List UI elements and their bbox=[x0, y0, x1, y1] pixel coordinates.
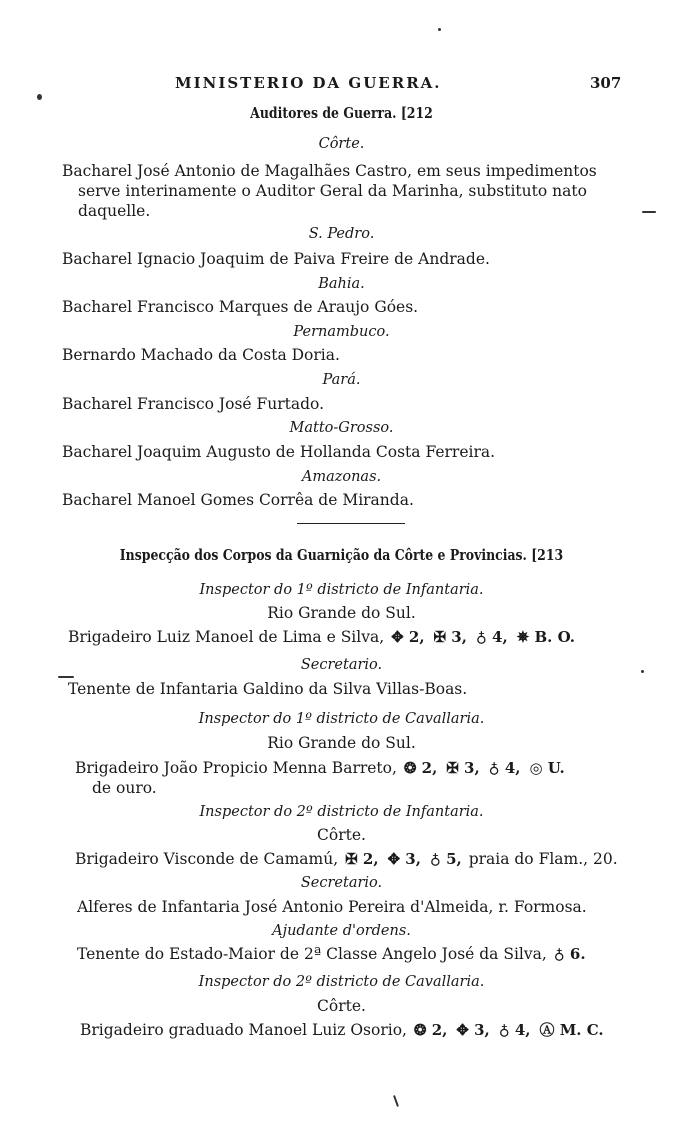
entry-text: Brigadeiro Visconde de Camamú, bbox=[75, 850, 339, 868]
entry-text: Brigadeiro João Propicio Menna Barreto, bbox=[75, 759, 397, 777]
entry-line: daquelle. bbox=[78, 202, 151, 220]
entry-line bbox=[68, 627, 577, 647]
entry-line: Bernardo Machado da Costa Doria. bbox=[62, 346, 340, 364]
place-heading: Pernambuco. bbox=[293, 324, 390, 340]
entry-line: serve interinamente o Auditor Geral da Marinha, substituto nato bbox=[78, 182, 587, 200]
entry-line bbox=[75, 849, 618, 869]
role-heading: Inspector do 1º districto de Cavallaria. bbox=[198, 711, 485, 727]
running-title: MINISTERIO DA GUERRA. bbox=[175, 74, 442, 92]
entry-text: Brigadeiro Luiz Manoel de Lima e Silva, bbox=[68, 628, 385, 646]
running-header bbox=[0, 74, 683, 96]
insignia-item: ◎ U. bbox=[529, 759, 565, 777]
entry-line: Bacharel Ignacio Joaquim de Paiva Freire de Andrade. bbox=[62, 250, 490, 268]
role-heading: Ajudante d'ordens. bbox=[272, 923, 411, 939]
insignia-item: ♁ 5, bbox=[429, 850, 462, 868]
role-heading: Secretario. bbox=[300, 657, 383, 673]
role-heading: Inspector do 1º districto de Infantaria. bbox=[199, 582, 484, 598]
insignia-item: ❂ 2, bbox=[413, 1021, 448, 1039]
insignia-item: ♁ 4, bbox=[475, 628, 508, 646]
entry-line: Bacharel Francisco José Furtado. bbox=[62, 395, 325, 413]
role-heading: Secretario. bbox=[300, 875, 383, 891]
place-heading: Amazonas. bbox=[301, 469, 382, 485]
section-title-inspeccao: Inspecção dos Corpos da Guarnição da Côrte e Provincias. [213 bbox=[119, 547, 564, 564]
place-heading: Côrte. bbox=[317, 997, 366, 1015]
scan-speck bbox=[438, 28, 441, 31]
section-divider bbox=[297, 523, 405, 524]
insignia-item: ✥ 3, bbox=[456, 1021, 490, 1039]
insignia-item: ✥ 2, bbox=[391, 628, 425, 646]
place-heading: Bahia. bbox=[318, 276, 365, 292]
role-heading: Inspector do 2º districto de Cavallaria. bbox=[198, 974, 485, 990]
place-heading: Côrte. bbox=[317, 826, 366, 844]
scan-speck bbox=[393, 1095, 399, 1107]
scan-speck bbox=[37, 94, 42, 100]
insignia-item: ✠ 2, bbox=[345, 850, 379, 868]
entry-line: Bacharel Francisco Marques de Araujo Góes. bbox=[62, 298, 419, 316]
role-heading: Inspector do 2º districto de Infantaria. bbox=[199, 804, 484, 820]
insignia-item: ✠ 3, bbox=[446, 759, 480, 777]
insignia-item: ✥ 3, bbox=[387, 850, 421, 868]
place-heading: Côrte. bbox=[318, 136, 365, 152]
entry-line bbox=[80, 1020, 606, 1040]
place-heading: Rio Grande do Sul. bbox=[267, 604, 416, 622]
insignia-item: ♁ 4, bbox=[488, 759, 521, 777]
insignia-item: ✵ B. O. bbox=[516, 628, 575, 646]
page-number: 307 bbox=[590, 74, 622, 92]
entry-line: Bacharel Joaquim Augusto de Hollanda Costa Ferreira. bbox=[62, 443, 496, 461]
insignia-item: ♁ 6. bbox=[553, 945, 586, 963]
entry-text: Brigadeiro graduado Manoel Luiz Osorio, bbox=[80, 1021, 407, 1039]
insignia-item: ♁ 4, bbox=[498, 1021, 531, 1039]
entry-line bbox=[77, 944, 588, 964]
entry-text: Tenente do Estado-Maior de 2ª Classe Angelo José da Silva, bbox=[77, 945, 547, 963]
place-heading: Pará. bbox=[322, 372, 361, 388]
place-heading: Matto-Grosso. bbox=[289, 420, 394, 436]
entry-continuation: de ouro. bbox=[92, 779, 157, 797]
scan-speck bbox=[642, 211, 656, 213]
entry-line bbox=[75, 758, 567, 778]
insignia-item: ❂ 2, bbox=[403, 759, 438, 777]
section-title-auditores: Auditores de Guerra. [212 bbox=[250, 105, 433, 122]
entry-line: Bacharel Manoel Gomes Corrêa de Miranda. bbox=[62, 491, 414, 509]
scan-speck bbox=[641, 670, 644, 673]
place-heading: Rio Grande do Sul. bbox=[267, 734, 416, 752]
entry-line: Alferes de Infantaria José Antonio Pereira d'Almeida, r. Formosa. bbox=[77, 898, 587, 916]
entry-tail: praia do Flam., 20. bbox=[468, 850, 618, 868]
insignia-item: ✠ 3, bbox=[433, 628, 467, 646]
insignia-item: Ⓐ M. C. bbox=[539, 1021, 604, 1039]
entry-line: Bacharel José Antonio de Magalhães Castro, em seus impedimentos bbox=[62, 162, 597, 180]
entry-line: Tenente de Infantaria Galdino da Silva Villas-Boas. bbox=[68, 680, 468, 698]
scan-speck bbox=[58, 676, 74, 678]
place-heading: S. Pedro. bbox=[308, 226, 375, 242]
